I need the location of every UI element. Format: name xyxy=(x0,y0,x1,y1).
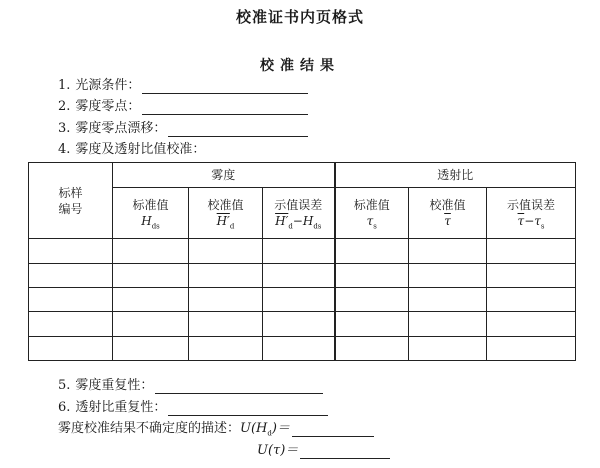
col-haze-error: 示值误差 $H'_d-H_{ds}$ xyxy=(263,188,335,239)
table-cell[interactable] xyxy=(263,312,335,336)
table-cell[interactable] xyxy=(409,263,487,287)
document-title: 校准证书内页格式 xyxy=(235,8,364,26)
table-cell[interactable] xyxy=(29,239,113,263)
field-number: 4. xyxy=(58,142,71,157)
table-cell[interactable] xyxy=(335,312,409,336)
col-trans-standard: 标准值 $\tau_s$ xyxy=(335,188,409,239)
field-transmittance-repeatability xyxy=(58,400,328,416)
table-row xyxy=(29,312,576,336)
table-row xyxy=(29,263,576,287)
field-number: 6. xyxy=(58,400,71,415)
table-cell[interactable] xyxy=(113,263,189,287)
table-cell[interactable] xyxy=(335,336,409,360)
calibration-table xyxy=(28,162,576,361)
table-cell[interactable] xyxy=(409,336,487,360)
transmittance-group-header: 透射比 xyxy=(335,163,576,188)
fill-line[interactable] xyxy=(142,100,308,115)
table-cell[interactable] xyxy=(113,287,189,311)
table-cell[interactable] xyxy=(29,336,113,360)
field-haze-transmittance-calibration xyxy=(58,142,205,158)
table-cell[interactable] xyxy=(487,312,576,336)
uncertainty-label: 雾度校准结果不确定度的描述： xyxy=(58,421,241,436)
table-cell[interactable] xyxy=(335,287,409,311)
table-cell[interactable] xyxy=(487,336,576,360)
fill-line[interactable] xyxy=(168,401,328,416)
table-row xyxy=(29,287,576,311)
table-cell[interactable] xyxy=(263,263,335,287)
table-cell[interactable] xyxy=(263,287,335,311)
table-cell[interactable] xyxy=(189,263,263,287)
col-trans-error: 示值误差 $\overline{\tau}-\tau_s$ xyxy=(487,188,576,239)
table-cell[interactable] xyxy=(189,287,263,311)
table-cell[interactable] xyxy=(487,239,576,263)
col-haze-calibrated: 校准值 $H'_d$ xyxy=(189,188,263,239)
table-cell[interactable] xyxy=(29,263,113,287)
field-number: 2. xyxy=(58,99,71,114)
fill-line[interactable] xyxy=(142,79,308,94)
table-cell[interactable] xyxy=(409,312,487,336)
table-cell[interactable] xyxy=(335,239,409,263)
field-haze-zero xyxy=(58,99,308,115)
table-cell[interactable] xyxy=(113,336,189,360)
fill-line[interactable] xyxy=(155,379,323,394)
haze-group-header: 雾度 xyxy=(113,163,335,188)
table-cell[interactable] xyxy=(409,239,487,263)
field-label: 透射比重复性： xyxy=(75,400,167,415)
table-cell[interactable] xyxy=(29,312,113,336)
fill-line[interactable] xyxy=(300,444,390,459)
field-label: 雾度重复性： xyxy=(75,378,154,393)
field-label: 雾度零点： xyxy=(75,99,141,114)
table-cell[interactable] xyxy=(113,312,189,336)
col-haze-standard: 标准值 $H_{ds}$ xyxy=(113,188,189,239)
field-number: 3. xyxy=(58,121,71,136)
table-cell[interactable] xyxy=(409,287,487,311)
uncertainty-expr-transmittance: U(τ)＝ xyxy=(257,443,299,458)
table-cell[interactable] xyxy=(189,312,263,336)
field-light-source xyxy=(58,78,308,94)
fill-line[interactable] xyxy=(292,422,374,437)
sample-id-header: 标样 编号 xyxy=(29,163,113,239)
uncertainty-expr-haze: $U(H_d)=$ xyxy=(240,421,290,438)
table-cell[interactable] xyxy=(335,263,409,287)
field-haze-repeatability xyxy=(58,378,323,394)
field-label: 光源条件： xyxy=(75,78,141,93)
table-cell[interactable] xyxy=(263,239,335,263)
table-cell[interactable] xyxy=(487,263,576,287)
field-label: 雾度及透射比值校准： xyxy=(75,142,206,157)
uncertainty-line-2 xyxy=(257,443,390,459)
table-cell[interactable] xyxy=(189,239,263,263)
field-number: 1. xyxy=(58,78,71,93)
field-number: 5. xyxy=(58,378,71,393)
table-row xyxy=(29,239,576,263)
table-cell[interactable] xyxy=(189,336,263,360)
fill-line[interactable] xyxy=(168,122,308,137)
table-row xyxy=(29,336,576,360)
table-cell[interactable] xyxy=(487,287,576,311)
field-haze-zero-drift xyxy=(58,121,308,137)
uncertainty-line-1 xyxy=(58,421,374,437)
col-trans-calibrated: 校准值 $\overline{\tau}$ xyxy=(409,188,487,239)
table-cell[interactable] xyxy=(113,239,189,263)
field-label: 雾度零点漂移： xyxy=(75,121,167,136)
section-title: 校准结果 xyxy=(260,58,340,74)
table-cell[interactable] xyxy=(29,287,113,311)
table-cell[interactable] xyxy=(263,336,335,360)
